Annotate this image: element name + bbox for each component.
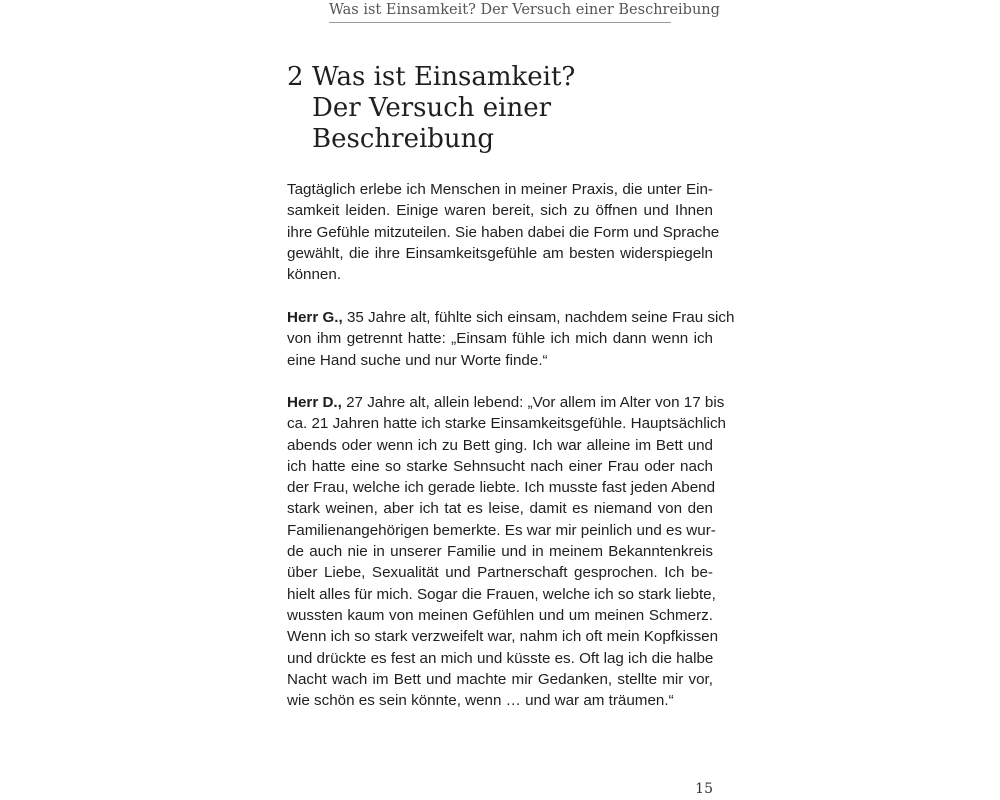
text-line: ihre Gefühle mitzuteilen. Sie haben dabei die Form und Sprache [287,223,720,241]
text-line: Familienangehörigen bemerkte. Es war mir peinlich und es wur- [287,521,716,539]
text-line [287,307,735,328]
text-line: stark weinen, aber ich tat es leise, damit es niemand von den [287,500,713,518]
text-line: ich hatte eine so starke Sehnsucht nach einer Frau oder nach [287,457,713,475]
paragraph-herr-g [287,307,735,371]
paragraph-herr-d [287,392,726,711]
chapter-title: Was ist Einsamkeit? Der Versuch einer Beschreibung [312,62,576,154]
speaker-name: Herr G., [287,309,343,326]
text-run: 35 Jahre alt, fühlte sich einsam, nachdem seine Frau sich [342,309,735,326]
text-line: und drückte es fest an mich und küsste es. Oft lag ich die halbe [287,649,714,667]
text-line: Nacht wach im Bett und machte mir Gedanken, stellte mir vor, [287,670,713,688]
text-line: von ihm getrennt hatte: „Einsam fühle ich mich dann wenn ich [287,330,713,348]
text-line: eine Hand suche und nur Worte finde.“ [287,351,548,369]
text-line: wie schön es sein könnte, wenn … und war am träumen.“ [287,692,674,710]
text-run: 27 Jahre alt, allein lebend: „Vor allem im Alter von 17 bis [341,394,725,411]
text-line: der Frau, welche ich gerade liebte. Ich musste fast jeden Abend [287,479,716,497]
chapter-number: 2 [287,62,304,92]
text-line: samkeit leiden. Einige waren bereit, sich zu öffnen und Ihnen [287,202,713,220]
text-line: hielt alles für mich. Sogar die Frauen, welche ich so stark liebte, [287,585,716,603]
text-line: abends oder wenn ich zu Bett ging. Ich war alleine im Bett und [287,436,713,454]
text-line: Wenn ich so stark verzweifelt war, nahm ich oft mein Kopfkissen [287,628,719,646]
text-line: de auch nie in unserer Familie und in meinem Bekanntenkreis [287,543,713,561]
paragraph-intro [287,179,720,285]
text-line [287,392,725,413]
running-header: Was ist Einsamkeit? Der Versuch einer Beschreibung [329,0,671,23]
speaker-name: Herr D., [287,394,342,411]
text-line: Tagtäglich erlebe ich Menschen in meiner Praxis, die unter Ein- [287,181,713,198]
page-number: 15 [695,781,713,797]
text-line: gewählt, die ihre Einsamkeitsgefühle am besten widerspiegeln [287,244,713,262]
text-line: ca. 21 Jahren hatte ich starke Einsamkeitsgefühle. Hauptsächlich [287,415,726,433]
text-line: können. [287,266,342,284]
text-line: wussten kaum von meinen Gefühlen und um meinen Schmerz. [287,606,713,624]
text-line: über Liebe, Sexualität und Partnerschaft gesprochen. Ich be- [287,564,713,582]
